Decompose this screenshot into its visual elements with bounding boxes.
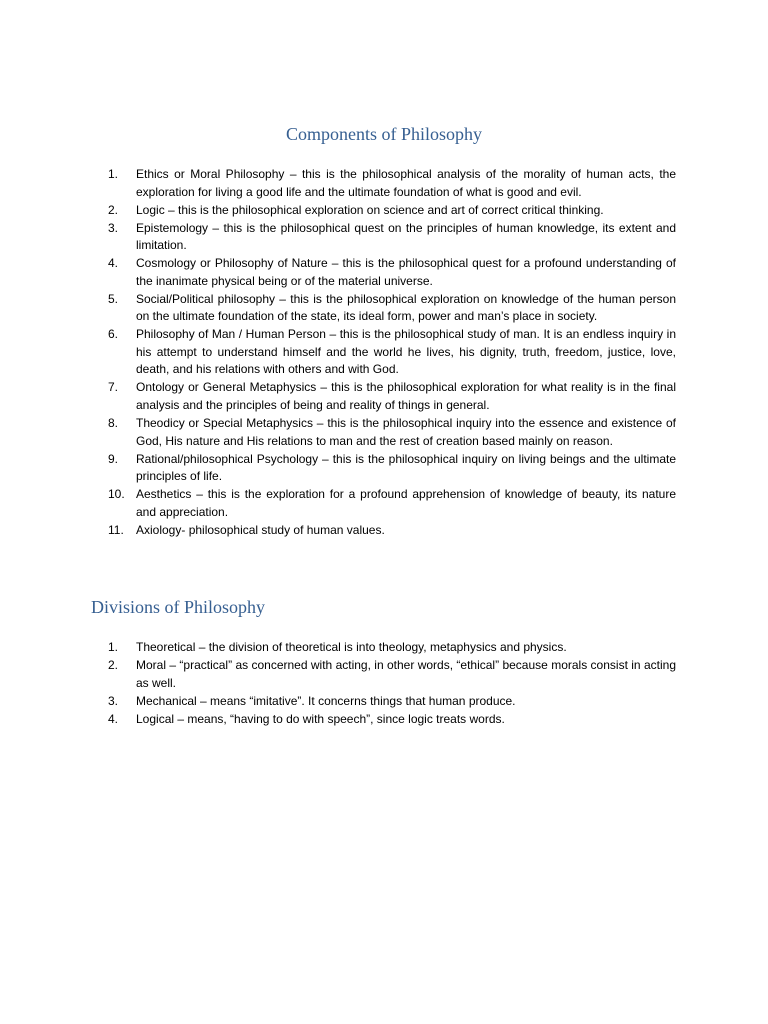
list-item-text: Epistemology – this is the philosophical quest on the principles of human knowledge, its extent and limitation. bbox=[136, 220, 676, 253]
list-item bbox=[108, 451, 676, 486]
list-item-text: Ontology or General Metaphysics – this is the philosophical exploration for what reality is in the final analysis and the principles of being and reality of things in general. bbox=[136, 380, 676, 413]
components-heading: Components of Philosophy bbox=[285, 124, 482, 144]
list-item bbox=[108, 166, 676, 201]
list-item-text: Mechanical – means “imitative”. It concerns things that human produce. bbox=[136, 693, 516, 708]
list-item-number: 3. bbox=[108, 693, 119, 708]
list-item-text: Social/Political philosophy – this is the philosophical exploration on knowledge of the human person on the ultimate foundation of the state, its ideal form, power and man’s place in society. bbox=[136, 291, 676, 324]
list-item-text: Theoretical – the division of theoretical is into theology, metaphysics and physics. bbox=[136, 640, 567, 654]
list-item bbox=[108, 639, 676, 657]
list-item bbox=[108, 657, 676, 692]
list-item-text: Rational/philosophical Psychology – this is the philosophical inquiry on living beings and the ultimate principles of life. bbox=[136, 451, 676, 484]
components-list bbox=[108, 166, 676, 540]
list-item bbox=[108, 202, 676, 220]
list-item-text: Philosophy of Man / Human Person – this is the philosophical study of man. It is an endless inquiry in his attempt to understand himself and the world he lives, his dignity, truth, freedom, justice, love, death, and his relations with others and with God. bbox=[136, 327, 676, 377]
list-item bbox=[108, 326, 676, 379]
list-item-number: 8. bbox=[108, 416, 119, 431]
list-item-text: Logical – means, “having to do with speech”, since logic treats words. bbox=[136, 711, 505, 726]
list-item-text: Ethics or Moral Philosophy – this is the philosophical analysis of the morality of human acts, the exploration for living a good life and the ultimate foundation of what is good and evil. bbox=[136, 167, 676, 199]
list-item-number: 1. bbox=[108, 167, 119, 181]
list-item-text: Aesthetics – this is the exploration for a profound apprehension of knowledge of beauty, its nature and appreciation. bbox=[136, 487, 676, 519]
list-item bbox=[108, 220, 676, 255]
list-item-number: 9. bbox=[108, 451, 119, 466]
list-item-number: 5. bbox=[108, 291, 119, 306]
list-item bbox=[108, 255, 676, 290]
list-item bbox=[108, 693, 676, 711]
list-item-number: 4. bbox=[108, 256, 119, 271]
list-item-number: 2. bbox=[108, 657, 119, 672]
list-item-number: 4. bbox=[108, 711, 119, 726]
list-item-text: Logic – this is the philosophical exploration on science and art of correct critical thinking. bbox=[136, 202, 604, 217]
list-item bbox=[108, 291, 676, 326]
list-item bbox=[108, 711, 676, 729]
list-item-number: 2. bbox=[108, 202, 119, 217]
list-item-number: 10. bbox=[108, 487, 125, 502]
divisions-list bbox=[108, 639, 676, 729]
list-item-number: 3. bbox=[108, 220, 119, 235]
list-item-text: Axiology- philosophical study of human values. bbox=[136, 522, 385, 537]
list-item bbox=[108, 522, 676, 540]
list-item-number: 11. bbox=[108, 522, 124, 537]
list-item-text: Cosmology or Philosophy of Nature – this is the philosophical quest for a profound understanding of the inanimate physical being or of the material universe. bbox=[136, 256, 676, 288]
divisions-heading: Divisions of Philosophy bbox=[91, 597, 266, 617]
list-item-text: Theodicy or Special Metaphysics – this is the philosophical inquiry into the essence and existence of God, His nature and His relations to man and the rest of creation based mainly on reason. bbox=[136, 416, 676, 448]
list-item bbox=[108, 379, 676, 414]
list-item-text: Moral – “practical” as concerned with acting, in other words, “ethical” because morals consist in acting as well. bbox=[136, 657, 676, 690]
list-item-number: 1. bbox=[108, 640, 119, 654]
list-item bbox=[108, 415, 676, 450]
list-item bbox=[108, 486, 676, 521]
list-item-number: 6. bbox=[108, 327, 119, 342]
list-item-number: 7. bbox=[108, 380, 119, 395]
